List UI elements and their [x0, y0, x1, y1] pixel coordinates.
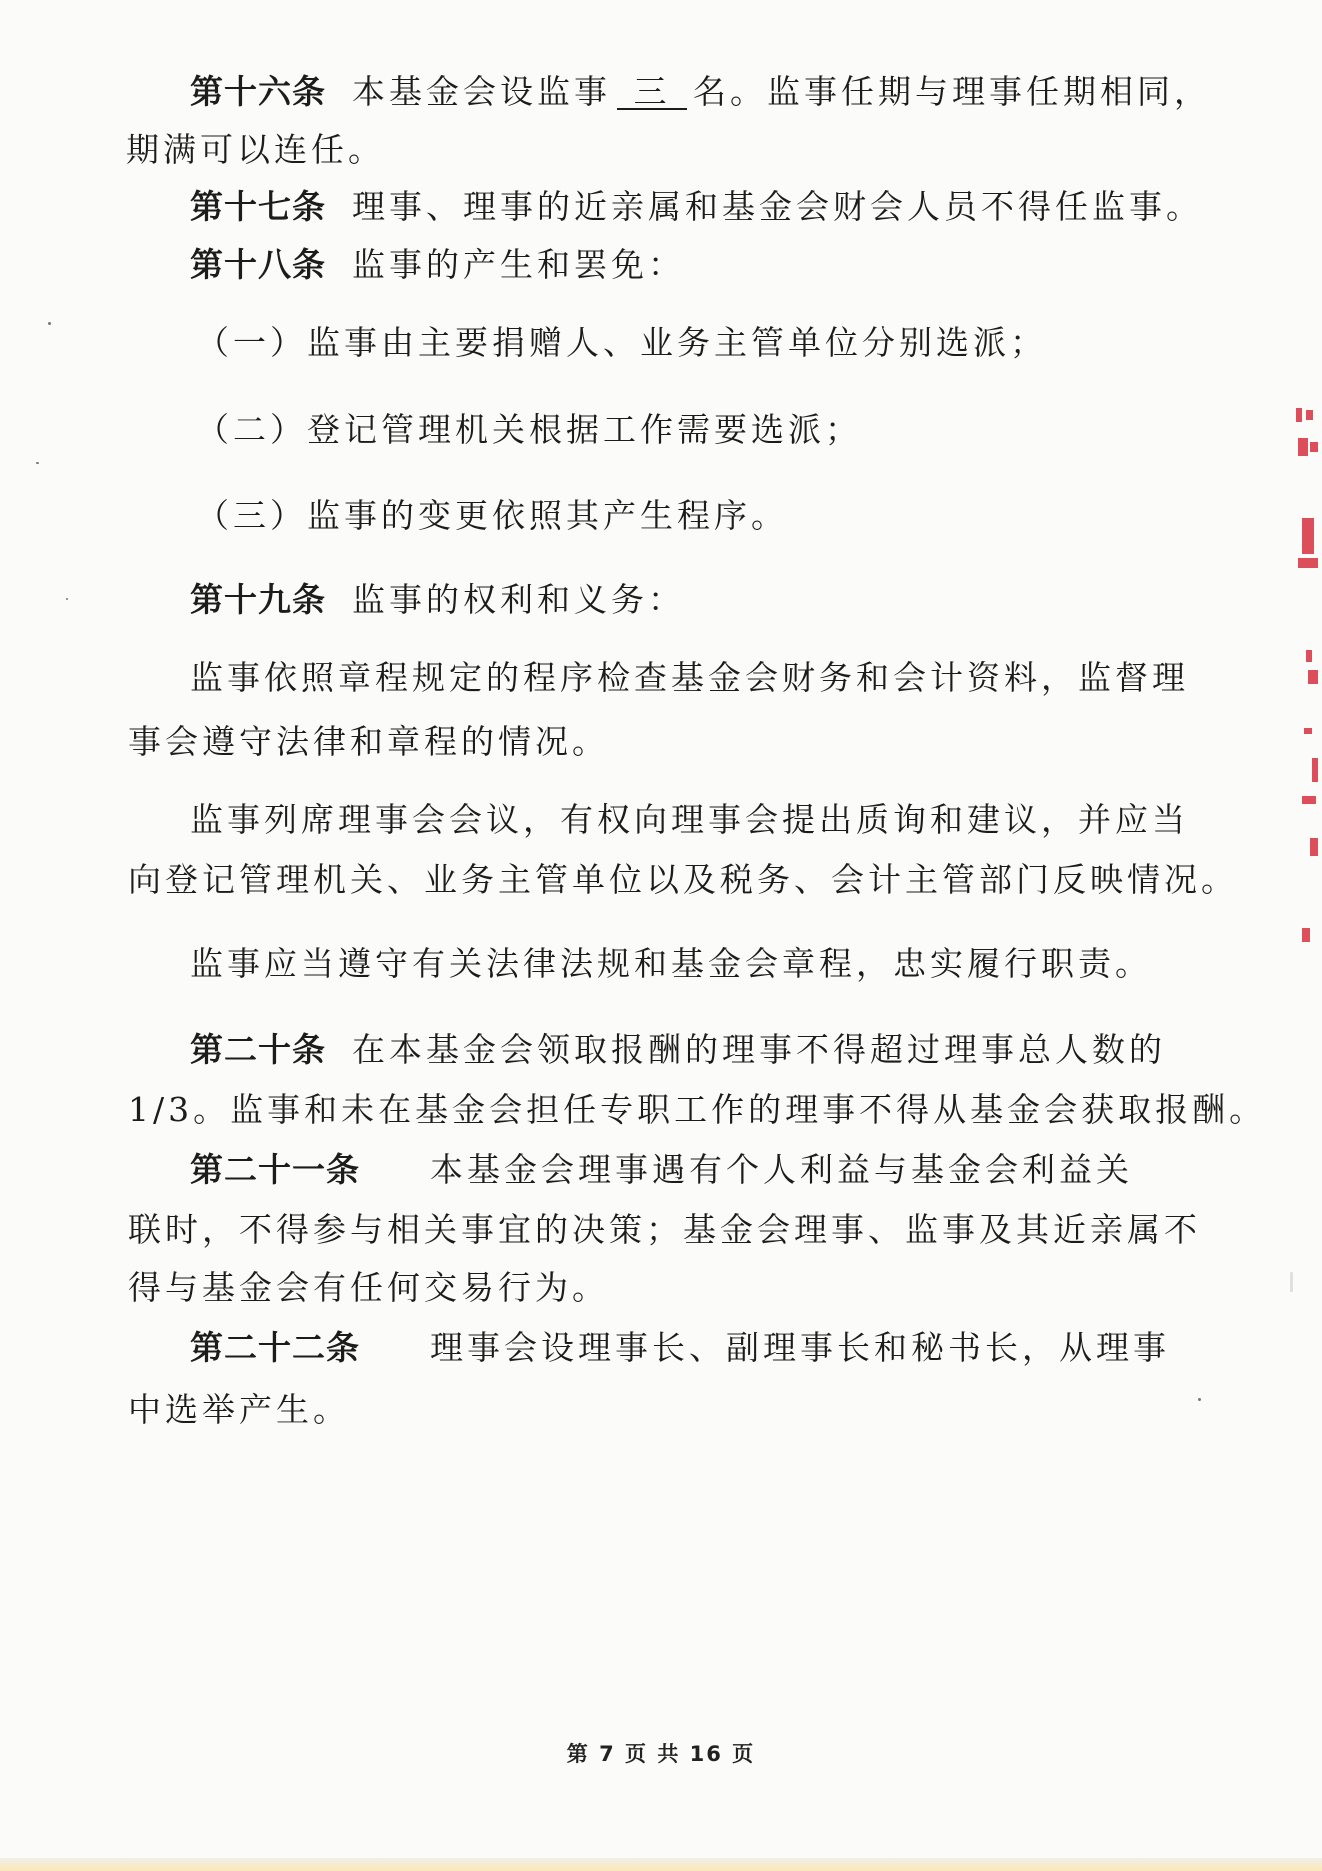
seal-stamp-fragment [1284, 408, 1322, 948]
article-17-heading: 第十七条 [190, 187, 326, 226]
article-18-item-3: （三）监事的变更依照其产生程序。 [196, 496, 788, 535]
article-22-line-2: 中选举产生。 [128, 1390, 350, 1429]
article-21-line-1 [190, 1150, 1133, 1190]
scan-speck [66, 598, 68, 600]
article-22-heading: 第二十二条 [190, 1328, 360, 1367]
scan-speck [1198, 1398, 1201, 1401]
article-19-heading: 第十九条 [190, 580, 326, 619]
article-20-line-1 [190, 1030, 1166, 1070]
article-16-text-before: 本基金会设监事 [352, 72, 611, 111]
article-18-line [190, 245, 685, 285]
article-19-para-3: 监事应当遵守有关法律法规和基金会章程，忠实履行职责。 [190, 944, 1152, 983]
article-19-para-1-line-1: 监事依照章程规定的程序检查基金会财务和会计资料，监督理 [190, 658, 1189, 697]
article-18-heading: 第十八条 [190, 245, 326, 284]
article-19-line [190, 580, 685, 620]
article-18-item-1: （一）监事由主要捐赠人、业务主管单位分别选派； [196, 323, 1047, 362]
article-16-line-1 [190, 72, 1211, 112]
article-16-heading: 第十六条 [190, 72, 326, 111]
article-20-heading: 第二十条 [190, 1030, 326, 1069]
supervisor-count-blank: 三 [617, 76, 687, 110]
article-19-para-2-line-1: 监事列席理事会会议，有权向理事会提出质询和建议，并应当 [190, 800, 1189, 839]
article-18-text: 监事的产生和罢免： [352, 245, 685, 284]
article-18-item-2: （二）登记管理机关根据工作需要选派； [196, 410, 862, 449]
article-22-text-1: 理事会设理事长、副理事长和秘书长，从理事 [430, 1328, 1170, 1367]
article-20-text-1: 在本基金会领取报酬的理事不得超过理事总人数的 [352, 1030, 1166, 1069]
scan-speck [1290, 1272, 1293, 1292]
article-17-line [190, 187, 1203, 227]
page-number: 第 7 页 共 16 页 [566, 1742, 756, 1766]
article-17-text: 理事、理事的近亲属和基金会财会人员不得任监事。 [352, 187, 1203, 226]
scan-speck [48, 322, 51, 325]
article-21-heading: 第二十一条 [190, 1150, 360, 1189]
article-19-para-2-line-2: 向登记管理机关、业务主管单位以及税务、会计主管部门反映情况。 [128, 860, 1238, 899]
scan-speck [36, 462, 39, 464]
article-21-line-3: 得与基金会有任何交易行为。 [128, 1268, 609, 1307]
article-21-text-1: 本基金会理事遇有个人利益与基金会利益关 [430, 1150, 1133, 1189]
article-19-para-1-line-2: 事会遵守法律和章程的情况。 [128, 722, 609, 761]
scan-bottom-edge [0, 1858, 1322, 1871]
article-19-text: 监事的权利和义务： [352, 580, 685, 619]
article-21-line-2: 联时，不得参与相关事宜的决策；基金会理事、监事及其近亲属不 [128, 1210, 1201, 1249]
article-20-line-2: 1/3。监事和未在基金会担任专职工作的理事不得从基金会获取报酬。 [128, 1090, 1267, 1129]
article-22-line-1 [190, 1328, 1170, 1368]
article-16-text-after: 名。监事任期与理事任期相同， [693, 72, 1211, 111]
article-16-line-2: 期满可以连任。 [126, 130, 385, 169]
